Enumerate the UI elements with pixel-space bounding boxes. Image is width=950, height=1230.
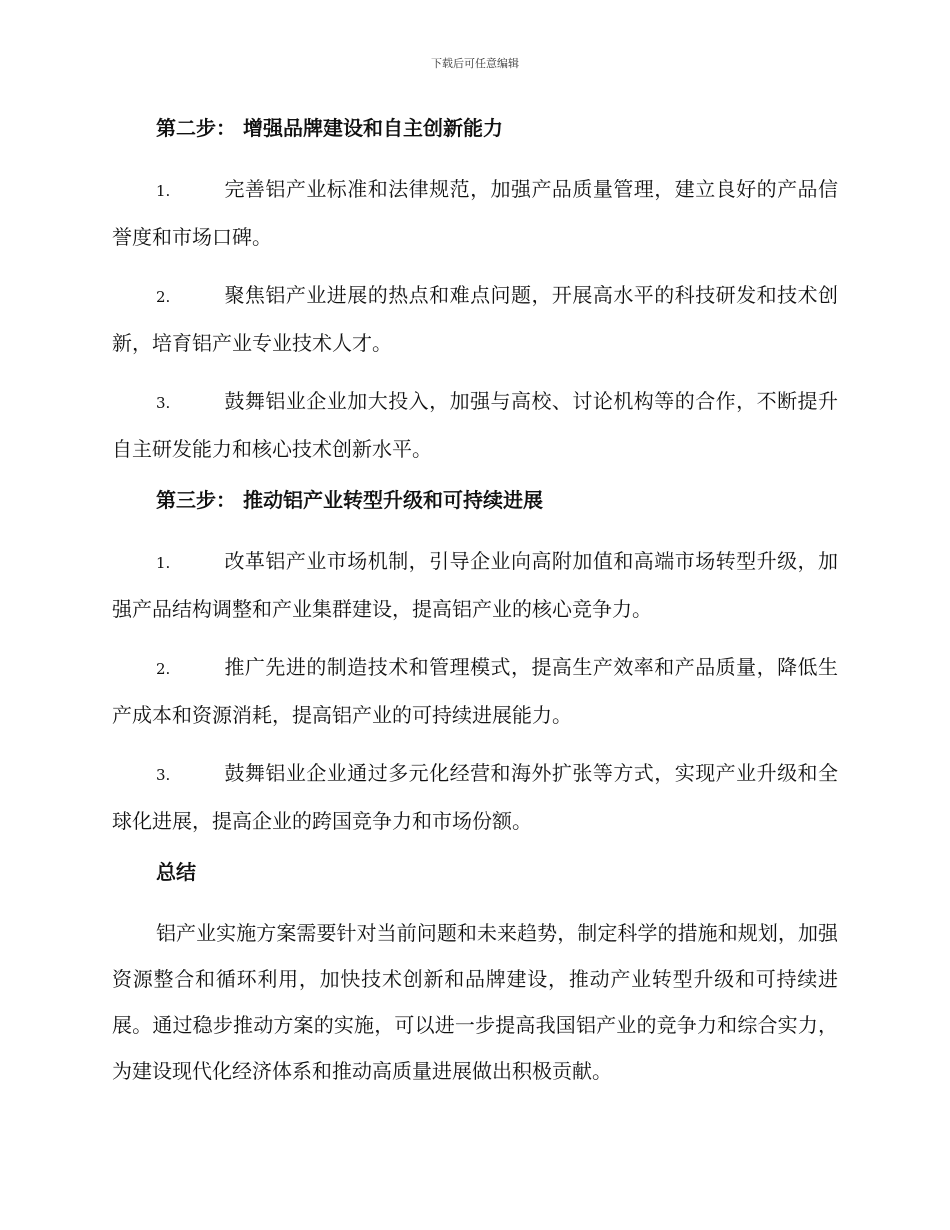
item-number: 3. (156, 766, 171, 784)
step3-item-3 (112, 750, 838, 844)
step3-item-2 (112, 644, 838, 738)
item-number: 1. (156, 182, 171, 200)
item-text: 鼓舞铝业企业加大投入，加强与高校、讨论机构等的合作，不断提升自主研发能力和核心技术创新水平。 (112, 389, 838, 461)
step2-item-1 (112, 166, 838, 260)
step2-item-2 (112, 272, 838, 366)
item-number: 1. (156, 554, 171, 572)
item-text: 鼓舞铝业企业通过多元化经营和海外扩张等方式，实现产业升级和全球化进展，提高企业的跨国竞争力和市场份额。 (112, 761, 838, 833)
item-number: 2. (156, 288, 171, 306)
step3-heading: 第三步： 推动铝产业转型升级和可持续进展 (156, 488, 543, 512)
step2-heading: 第二步： 增强品牌建设和自主创新能力 (156, 116, 503, 140)
item-text: 聚焦铝产业进展的热点和难点问题，开展高水平的科技研发和技术创新，培育铝产业专业技术人才。 (112, 283, 838, 355)
item-text: 推广先进的制造技术和管理模式，提高生产效率和产品质量，降低生产成本和资源消耗，提高铝产业的可持续进展能力。 (112, 655, 838, 727)
item-text: 改革铝产业市场机制，引导企业向高附加值和高端市场转型升级，加强产品结构调整和产业集群建设，提高铝产业的核心竞争力。 (112, 549, 838, 621)
summary-paragraph: 铝产业实施方案需要针对当前问题和未来趋势，制定科学的措施和规划，加强资源整合和循环利用，加快技术创新和品牌建设，推动产业转型升级和可持续进展。通过稳步推动方案的实施，可以进一步提高我国铝产业的竞争力和综合实力，为建设现代化经济体系和推动高质量进展做出积极贡献。 (112, 921, 838, 1083)
item-text: 完善铝产业标准和法律规范，加强产品质量管理，建立良好的产品信誉度和市场口碑。 (112, 177, 838, 249)
summary-heading: 总结 (156, 860, 196, 884)
step3-item-1 (112, 538, 838, 632)
item-number: 2. (156, 660, 171, 678)
item-number: 3. (156, 394, 171, 412)
step2-item-3 (112, 378, 838, 472)
document-body (112, 112, 838, 1094)
header-note: 下载后可任意编辑 (431, 57, 519, 70)
